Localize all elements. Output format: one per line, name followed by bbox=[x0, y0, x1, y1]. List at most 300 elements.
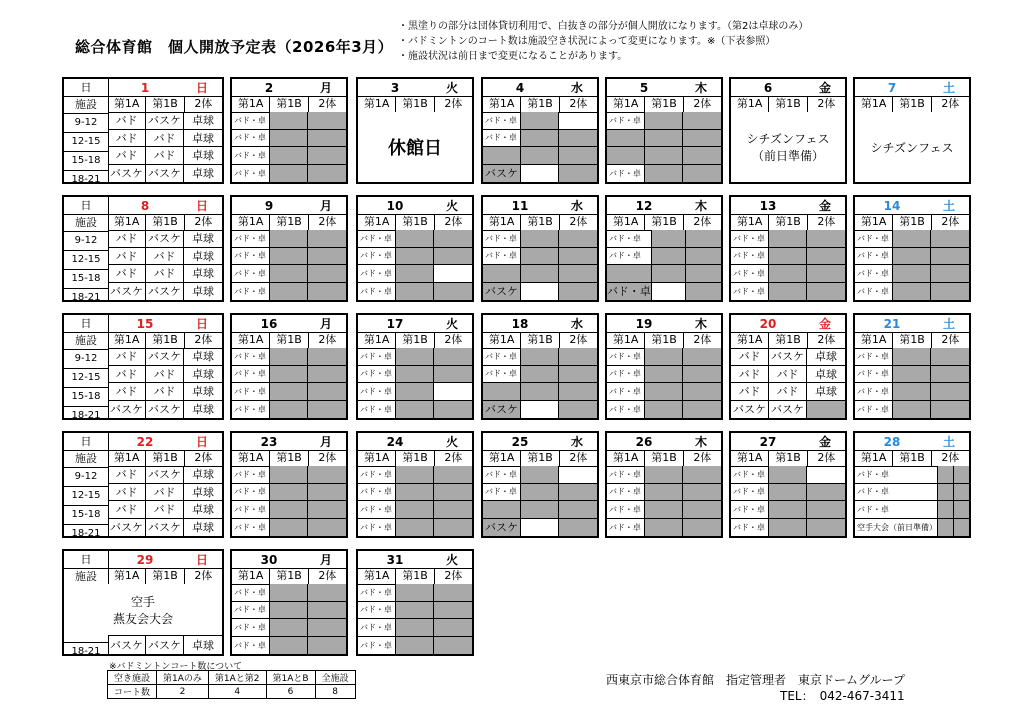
schedule-slot: バド・卓 bbox=[483, 130, 521, 148]
schedule-slot: バド・卓 bbox=[232, 383, 270, 401]
schedule-slot bbox=[434, 501, 472, 519]
day-header bbox=[607, 315, 721, 333]
schedule-grid bbox=[483, 466, 597, 536]
schedule-slot bbox=[308, 130, 346, 148]
schedule-slot bbox=[270, 383, 308, 401]
schedule-slot: バド bbox=[146, 366, 184, 384]
court-value-cell: 8 bbox=[315, 685, 355, 699]
facility-header bbox=[855, 450, 969, 467]
col-2: 2体 bbox=[569, 451, 588, 464]
col-1a: 第1A bbox=[232, 332, 270, 348]
schedule-slot: バド・卓 bbox=[358, 466, 396, 484]
schedule-slot bbox=[559, 366, 597, 384]
schedule-slot bbox=[270, 602, 308, 620]
facility-header bbox=[108, 214, 222, 231]
day-number: 30 bbox=[260, 552, 278, 567]
schedule-slot bbox=[308, 265, 346, 283]
schedule-slot bbox=[270, 248, 308, 266]
day-cell bbox=[605, 313, 723, 420]
day-header bbox=[731, 197, 845, 215]
schedule-slot: 卓球 bbox=[192, 167, 214, 181]
day-header bbox=[607, 79, 721, 97]
schedule-grid bbox=[108, 466, 222, 536]
schedule-slot: 空手大会（前日準備） bbox=[855, 519, 938, 537]
facility-header bbox=[358, 96, 472, 113]
schedule-slot bbox=[434, 383, 472, 401]
schedule-slot bbox=[931, 265, 969, 283]
time-label: 9-12 bbox=[64, 114, 108, 133]
schedule-slot bbox=[308, 230, 346, 248]
schedule-slot bbox=[559, 401, 597, 419]
event-label: 休館日 bbox=[358, 112, 472, 182]
schedule-slot bbox=[769, 519, 807, 537]
schedule-grid bbox=[358, 584, 472, 654]
schedule-slot: バスケ bbox=[146, 401, 184, 419]
schedule-slot bbox=[607, 147, 645, 165]
schedule-grid bbox=[358, 466, 472, 536]
schedule-slot: バド bbox=[108, 112, 146, 130]
facility-header bbox=[731, 96, 845, 113]
day-cell bbox=[853, 313, 971, 420]
schedule-slot bbox=[308, 147, 346, 165]
weekday: 水 bbox=[570, 317, 583, 331]
schedule-slot bbox=[308, 466, 346, 484]
day-number: 17 bbox=[386, 316, 404, 331]
col-1b: 第1B bbox=[769, 214, 807, 230]
schedule-slot bbox=[434, 484, 472, 502]
day-number: 10 bbox=[386, 198, 404, 213]
col-2: 2体 bbox=[194, 215, 213, 228]
schedule-slot: バド・卓 bbox=[483, 248, 521, 266]
weekday: 金 bbox=[818, 435, 831, 449]
col-1b: 第1B bbox=[270, 568, 308, 584]
schedule-slot bbox=[645, 466, 683, 484]
schedule-slot bbox=[645, 519, 683, 537]
facility-header bbox=[358, 568, 472, 585]
schedule-slot bbox=[893, 230, 931, 248]
schedule-slot: バド・卓 bbox=[358, 401, 396, 419]
weekday: 月 bbox=[319, 317, 332, 331]
schedule-slot bbox=[559, 265, 597, 283]
schedule-slot: バド・卓 bbox=[358, 348, 396, 366]
col-2: 2体 bbox=[194, 569, 213, 582]
schedule-slot: バド・卓 bbox=[855, 348, 893, 366]
col-1b: 第1B bbox=[146, 96, 184, 112]
schedule-slot bbox=[559, 466, 597, 484]
schedule-slot: バド・卓 bbox=[483, 112, 521, 130]
col-2: 2体 bbox=[941, 215, 960, 228]
day-label: 日 bbox=[64, 315, 108, 333]
day-cell bbox=[62, 549, 224, 656]
schedule-slot: バド・卓 bbox=[731, 501, 769, 519]
day-header bbox=[232, 197, 346, 215]
schedule-slot: バスケ bbox=[769, 401, 807, 419]
day-cell bbox=[356, 431, 474, 538]
schedule-slot: バド・卓 bbox=[607, 348, 645, 366]
schedule-slot bbox=[893, 248, 931, 266]
weekday: 日 bbox=[195, 317, 208, 331]
schedule-slot bbox=[483, 147, 521, 165]
schedule-slot: バド bbox=[108, 248, 146, 266]
schedule-slot: バド・卓 bbox=[232, 283, 270, 301]
col-2: 2体 bbox=[569, 333, 588, 346]
facility-header bbox=[731, 450, 845, 467]
schedule-slot bbox=[521, 112, 559, 130]
schedule-slot: 卓球 bbox=[184, 130, 222, 148]
schedule-slot bbox=[807, 230, 845, 248]
time-label: 9-12 bbox=[64, 468, 108, 487]
schedule-slot bbox=[931, 401, 969, 419]
day-cell bbox=[230, 431, 348, 538]
facility-header bbox=[108, 568, 222, 585]
schedule-slot bbox=[521, 130, 559, 148]
schedule-slot: 卓球 bbox=[184, 112, 222, 130]
footer-org: 西東京市総合体育館 指定管理者 東京ドームグループ bbox=[606, 673, 906, 687]
col-2: 2体 bbox=[941, 333, 960, 346]
weekday: 木 bbox=[694, 81, 707, 95]
facility-header bbox=[358, 450, 472, 467]
schedule-slot bbox=[686, 248, 721, 266]
schedule-slot bbox=[308, 112, 346, 130]
schedule-slot: バド・卓 bbox=[358, 366, 396, 384]
schedule-slot: バド bbox=[146, 501, 184, 519]
schedule-slot: バド・卓 bbox=[855, 283, 893, 301]
schedule-slot bbox=[807, 248, 845, 266]
schedule-slot bbox=[270, 366, 308, 384]
day-number: 27 bbox=[759, 434, 777, 449]
day-number: 16 bbox=[260, 316, 278, 331]
col-1a: 第1A bbox=[855, 214, 893, 230]
facility-header bbox=[607, 96, 721, 113]
col-1b: 第1B bbox=[521, 450, 559, 466]
col-1a: 第1A bbox=[483, 450, 521, 466]
schedule-slot bbox=[308, 584, 346, 602]
facility-header bbox=[731, 214, 845, 231]
weekday: 火 bbox=[445, 199, 458, 213]
schedule-slot: バド・卓 bbox=[358, 519, 396, 537]
col-2: 2体 bbox=[693, 97, 712, 110]
day-number: 24 bbox=[386, 434, 404, 449]
schedule-slot bbox=[483, 265, 521, 283]
schedule-slot: バド・卓 bbox=[232, 401, 270, 419]
facility-label: 施設 bbox=[64, 451, 108, 468]
schedule-slot: バド bbox=[731, 348, 769, 366]
schedule-slot bbox=[521, 165, 559, 183]
schedule-slot bbox=[645, 165, 683, 183]
day-cell bbox=[230, 77, 348, 184]
schedule-slot bbox=[521, 248, 559, 266]
schedule-slot bbox=[270, 401, 308, 419]
col-1a: 第1A bbox=[358, 450, 396, 466]
col-1a: 第1A bbox=[232, 214, 270, 230]
court-header-cell: 第1Aと第2 bbox=[208, 671, 266, 685]
day-cell bbox=[356, 195, 474, 302]
schedule-slot bbox=[270, 501, 308, 519]
col-1a: 第1A bbox=[108, 214, 146, 230]
day-header bbox=[483, 433, 597, 451]
col-1a: 第1A bbox=[358, 214, 396, 230]
time-label: 12-15 bbox=[64, 251, 108, 270]
schedule-slot bbox=[683, 501, 721, 519]
court-header-cell: 第1AとB bbox=[266, 671, 315, 685]
weekday: 水 bbox=[570, 199, 583, 213]
schedule-slot: バド・卓 bbox=[232, 366, 270, 384]
day-cell bbox=[62, 195, 224, 302]
schedule-slot bbox=[931, 283, 969, 301]
schedule-slot: バスケ bbox=[483, 283, 521, 301]
schedule-grid bbox=[731, 230, 845, 300]
day-label: 日 bbox=[64, 79, 108, 97]
facility-header bbox=[108, 450, 222, 467]
page-title: 総合体育館 個人開放予定表（2026年3月） bbox=[75, 38, 394, 56]
schedule-slot: バド・卓 bbox=[232, 484, 270, 502]
schedule-slot: バド・卓 bbox=[358, 383, 396, 401]
schedule-slot: バド bbox=[731, 366, 769, 384]
col-2: 2体 bbox=[194, 333, 213, 346]
schedule-slot: バスケ bbox=[108, 636, 146, 654]
schedule-grid bbox=[232, 112, 346, 182]
day-header bbox=[855, 433, 969, 451]
row-labels bbox=[64, 315, 109, 421]
schedule-slot bbox=[270, 265, 308, 283]
col-1a: 第1A bbox=[108, 568, 146, 584]
schedule-grid bbox=[108, 230, 222, 300]
schedule-slot bbox=[807, 401, 845, 419]
col-2: 2体 bbox=[194, 451, 213, 464]
weekday: 金 bbox=[818, 81, 831, 95]
facility-header bbox=[855, 214, 969, 231]
col-1a: 第1A bbox=[483, 214, 521, 230]
schedule-slot: バド・卓 bbox=[855, 383, 893, 401]
schedule-slot: バド・卓 bbox=[731, 248, 769, 266]
day-cell bbox=[605, 195, 723, 302]
schedule-slot: バド・卓 bbox=[232, 637, 270, 655]
col-1b: 第1B bbox=[645, 96, 683, 112]
schedule-slot bbox=[652, 248, 687, 266]
facility-label: 施設 bbox=[64, 333, 108, 350]
col-1a: 第1A bbox=[358, 96, 396, 112]
day-header bbox=[731, 79, 845, 97]
col-2: 2体 bbox=[318, 215, 337, 228]
day-number: 6 bbox=[763, 80, 773, 95]
schedule-slot bbox=[308, 248, 346, 266]
schedule-slot: バド・卓 bbox=[232, 466, 270, 484]
schedule-slot: バド・卓 bbox=[731, 484, 769, 502]
schedule-slot bbox=[683, 165, 721, 183]
col-1b: 第1B bbox=[645, 450, 683, 466]
schedule-slot: バスケ bbox=[146, 636, 184, 654]
col-1a: 第1A bbox=[607, 332, 645, 348]
weekday: 月 bbox=[319, 553, 332, 567]
schedule-slot bbox=[683, 484, 721, 502]
day-number: 22 bbox=[136, 434, 154, 449]
time-label: 18-21 bbox=[71, 292, 101, 303]
schedule-slot bbox=[559, 348, 597, 366]
schedule-slot: バド・卓 bbox=[855, 501, 938, 519]
col-1a: 第1A bbox=[855, 96, 893, 112]
schedule-grid bbox=[607, 348, 721, 418]
schedule-slot: バド・卓 bbox=[731, 283, 769, 301]
schedule-slot bbox=[954, 519, 970, 537]
weekday: 日 bbox=[195, 199, 208, 213]
schedule-slot bbox=[683, 366, 721, 384]
row-labels bbox=[64, 197, 109, 303]
schedule-slot bbox=[769, 501, 807, 519]
col-1b: 第1B bbox=[769, 450, 807, 466]
day-number: 7 bbox=[887, 80, 897, 95]
schedule-slot bbox=[645, 383, 683, 401]
col-1b: 第1B bbox=[396, 332, 434, 348]
weekday: 火 bbox=[445, 553, 458, 567]
schedule-slot bbox=[683, 383, 721, 401]
schedule-grid bbox=[108, 348, 222, 418]
schedule-slot: バド・卓 bbox=[232, 265, 270, 283]
schedule-slot bbox=[559, 248, 597, 266]
schedule-grid bbox=[232, 466, 346, 536]
schedule-slot: バド・卓 bbox=[607, 366, 645, 384]
day-cell bbox=[853, 77, 971, 184]
schedule-slot bbox=[938, 484, 954, 502]
time-label: 15-18 bbox=[64, 388, 108, 407]
facility-header bbox=[108, 332, 222, 349]
schedule-slot bbox=[893, 283, 931, 301]
note-2: ・バドミントンのコート数は施設空き状況によって変更になります。※（下表参照） bbox=[398, 36, 776, 47]
schedule-slot: バド・卓 bbox=[483, 366, 521, 384]
schedule-slot bbox=[931, 383, 969, 401]
schedule-slot: バド bbox=[108, 484, 146, 502]
schedule-slot bbox=[645, 484, 683, 502]
col-2: 2体 bbox=[194, 97, 213, 110]
col-2: 2体 bbox=[444, 451, 463, 464]
weekday: 水 bbox=[570, 435, 583, 449]
col-2: 2体 bbox=[817, 215, 836, 228]
schedule-grid bbox=[731, 348, 845, 418]
day-number: 13 bbox=[759, 198, 777, 213]
schedule-slot: バド・卓 bbox=[232, 348, 270, 366]
time-label: 18-21 bbox=[71, 410, 101, 421]
day-cell bbox=[481, 431, 599, 538]
day-number: 31 bbox=[386, 552, 404, 567]
schedule-slot: バスケ bbox=[146, 230, 184, 248]
schedule-slot bbox=[270, 147, 308, 165]
schedule-slot: バド・卓 bbox=[731, 230, 769, 248]
schedule-slot: バド・卓 bbox=[607, 165, 645, 183]
schedule-slot: 卓球 bbox=[184, 366, 222, 384]
schedule-slot: 卓球 bbox=[184, 348, 222, 366]
schedule-slot bbox=[434, 602, 472, 620]
schedule-slot bbox=[954, 484, 970, 502]
schedule-slot bbox=[308, 383, 346, 401]
schedule-slot bbox=[521, 147, 559, 165]
weekday: 土 bbox=[942, 435, 955, 449]
schedule-slot: バド・卓 bbox=[855, 401, 893, 419]
schedule-slot bbox=[521, 519, 559, 537]
schedule-slot bbox=[645, 130, 683, 148]
schedule-slot: バド・卓 bbox=[358, 501, 396, 519]
col-2: 2体 bbox=[444, 215, 463, 228]
day-header bbox=[358, 315, 472, 333]
schedule-slot bbox=[521, 366, 559, 384]
schedule-slot: バド bbox=[108, 265, 146, 283]
schedule-slot bbox=[521, 484, 559, 502]
schedule-grid bbox=[483, 112, 597, 182]
schedule-slot: バスケ bbox=[146, 112, 184, 130]
schedule-slot: 卓球 bbox=[807, 366, 845, 384]
day-cell bbox=[729, 313, 847, 420]
col-2: 2体 bbox=[444, 333, 463, 346]
schedule-slot: バド・卓 bbox=[483, 466, 521, 484]
day-cell bbox=[481, 77, 599, 184]
schedule-slot bbox=[769, 265, 807, 283]
schedule-slot bbox=[270, 637, 308, 655]
schedule-slot bbox=[769, 466, 807, 484]
schedule-slot: バド・卓 bbox=[232, 519, 270, 537]
row-labels bbox=[64, 433, 109, 539]
facility-header bbox=[358, 332, 472, 349]
schedule-slot bbox=[645, 501, 683, 519]
day-header bbox=[855, 197, 969, 215]
schedule-grid bbox=[232, 230, 346, 300]
schedule-slot bbox=[686, 283, 721, 301]
schedule-slot bbox=[645, 401, 683, 419]
schedule-slot bbox=[308, 602, 346, 620]
col-1b: 第1B bbox=[146, 332, 184, 348]
col-1b: 第1B bbox=[146, 450, 184, 466]
schedule-slot bbox=[931, 230, 969, 248]
schedule-slot: バド bbox=[146, 383, 184, 401]
schedule-slot: バド bbox=[108, 366, 146, 384]
schedule-slot: バスケ bbox=[146, 165, 184, 183]
day-number: 8 bbox=[140, 198, 150, 213]
day-number: 1 bbox=[140, 80, 150, 95]
weekday: 月 bbox=[319, 435, 332, 449]
day-cell bbox=[356, 313, 474, 420]
schedule-slot bbox=[559, 383, 597, 401]
schedule-slot bbox=[396, 466, 434, 484]
schedule-slot bbox=[683, 112, 721, 130]
schedule-grid bbox=[358, 348, 472, 418]
facility-header bbox=[607, 332, 721, 349]
day-header bbox=[483, 79, 597, 97]
schedule-slot bbox=[483, 383, 521, 401]
col-1a: 第1A bbox=[731, 332, 769, 348]
note-1: ・黒塗りの部分は団体貸切利用で、白抜きの部分が個人開放になります。（第2は卓球のみ） bbox=[398, 21, 809, 32]
col-1b: 第1B bbox=[146, 214, 184, 230]
schedule-slot: バスケ bbox=[731, 401, 769, 419]
schedule-slot bbox=[652, 265, 687, 283]
schedule-slot bbox=[308, 637, 346, 655]
schedule-slot: 卓球 bbox=[192, 521, 214, 535]
schedule-slot: バド・卓 bbox=[607, 383, 645, 401]
schedule-slot: バド・卓 bbox=[607, 484, 645, 502]
col-1b: 第1B bbox=[645, 332, 683, 348]
schedule-slot: バド・卓 bbox=[731, 466, 769, 484]
schedule-slot bbox=[559, 230, 597, 248]
schedule-slot bbox=[521, 348, 559, 366]
day-header bbox=[108, 551, 222, 569]
schedule-slot bbox=[396, 619, 434, 637]
col-1b: 第1B bbox=[396, 214, 434, 230]
schedule-slot bbox=[396, 366, 434, 384]
day-cell bbox=[729, 195, 847, 302]
schedule-slot: 卓球 bbox=[192, 639, 214, 652]
day-header bbox=[855, 79, 969, 97]
day-number: 11 bbox=[511, 198, 529, 213]
weekday: 土 bbox=[942, 81, 955, 95]
schedule-slot bbox=[396, 401, 434, 419]
schedule-slot bbox=[938, 466, 954, 484]
col-1a: 第1A bbox=[232, 450, 270, 466]
